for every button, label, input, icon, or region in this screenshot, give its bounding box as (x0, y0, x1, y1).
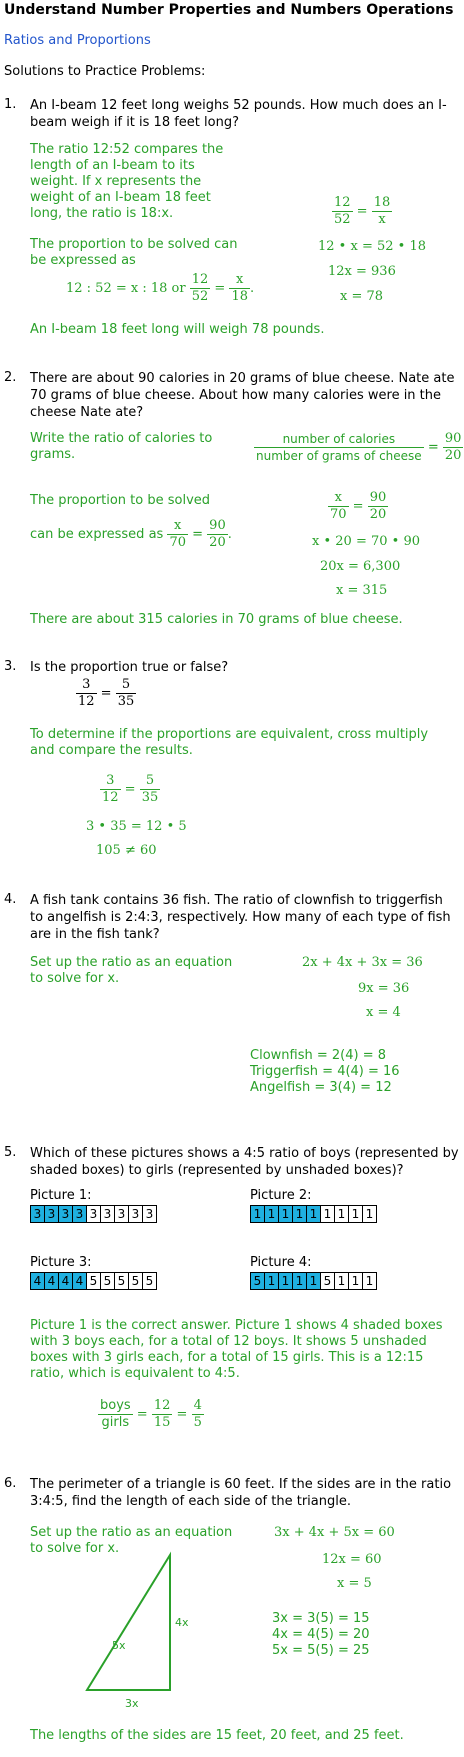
problem-3-proportion: $\frac{3}{12}$ = $\frac{5}{35}$ (78, 677, 135, 709)
problem-4-question: A fish tank contains 36 fish. The ratio of clownfish to triggerfish to angelfish is 2:4:3, respectively. How many of each type of fish are in the fish tank? (30, 893, 451, 942)
problem-5-number: 5. (4, 1145, 17, 1160)
fraction-3-12 (76, 677, 97, 710)
denominator: x (378, 212, 386, 227)
fraction-4-5 (192, 1398, 204, 1431)
denominator: 18 (231, 289, 248, 304)
unshaded-box: 3 (142, 1205, 157, 1223)
fraction-3-12 (100, 773, 121, 806)
problem-1-number: 1. (4, 97, 17, 112)
triangle-diagram (0, 1540, 240, 1720)
numerator: 18 (373, 195, 391, 210)
numerator: 3 (100, 773, 121, 790)
numerator: boys (100, 1398, 131, 1413)
problem-6-step-3: x = 5 (337, 1576, 372, 1591)
denominator: 70 (330, 507, 347, 522)
shaded-box: 1 (250, 1205, 265, 1223)
shaded-box: 1 (264, 1205, 279, 1223)
shaded-box: 3 (58, 1205, 73, 1223)
unshaded-box: 1 (348, 1272, 363, 1290)
problem-2-word-ratio: $\frac{\text{number of calories}}{\text{number of grams of cheese}}$ = $\frac{90}{20}$ (256, 431, 462, 463)
fraction-90-20 (207, 518, 228, 551)
problem-5-explanation: Picture 1 is the correct answer. Picture 1 shows 4 shaded boxes with 3 boys each, for a total of 12 boys. It shows 5 unshaded boxes with 3 girls each, for a total of 15 girls. This is a 12:15 ratio, which is equivalent to 4:5. (30, 1318, 443, 1381)
denominator: 15 (153, 1415, 171, 1430)
problem-6-question: The perimeter of a triangle is 60 feet. If the sides are in the ratio 3:4:5, find the length of each side of the triangle. (30, 1477, 452, 1509)
numerator: 4 (193, 1398, 202, 1413)
picture-1-boxes (31, 1205, 157, 1223)
problem-4-result-clownfish: Clownfish = 2(4) = 8 (250, 1048, 386, 1063)
problem-4-number: 4. (4, 892, 17, 907)
unshaded-box: 3 (86, 1205, 101, 1223)
colon-form: 12 : 52 = x : 18 or (66, 281, 186, 296)
unshaded-box: 3 (100, 1205, 115, 1223)
problem-2-step-1: x • 20 = 70 • 90 (312, 534, 420, 549)
numerator: 5 (140, 773, 161, 790)
denominator: 70 (169, 535, 186, 550)
fraction-boys-girls (98, 1398, 133, 1431)
shaded-box: 1 (278, 1272, 293, 1290)
problem-2-step-3: x = 315 (336, 583, 388, 598)
fraction-18-x (372, 195, 393, 228)
numerator: 12 (334, 195, 351, 210)
fraction-x-70 (328, 490, 349, 523)
problem-1-ratio-equation: $\frac{12}{52}$ = $\frac{18}{x}$ (334, 195, 391, 227)
word-fraction (254, 431, 424, 464)
problem-1-step-1: 12 • x = 52 • 18 (318, 239, 426, 254)
fraction-12-52 (190, 272, 211, 305)
unshaded-box: 3 (128, 1205, 143, 1223)
problem-6-step-2: 12x = 60 (322, 1552, 382, 1567)
numerator: number of calories (254, 431, 424, 448)
fraction-12-15 (152, 1398, 173, 1431)
problem-2-number: 2. (4, 370, 17, 385)
unshaded-box: 1 (362, 1272, 377, 1290)
denominator: 12 (102, 790, 119, 805)
denominator: 52 (334, 212, 351, 227)
picture-2-label: Picture 2: (250, 1188, 312, 1203)
unshaded-box: 5 (320, 1272, 335, 1290)
problem-5-ratio-equation: $\frac{\text{boys}}{\text{girls}}$ = $\frac{12}{15}$ = $\frac{4}{5}$ (100, 1398, 202, 1430)
unshaded-box: 5 (128, 1272, 143, 1290)
shaded-box: 4 (44, 1272, 59, 1290)
unshaded-box: 5 (114, 1272, 129, 1290)
problem-2-question: There are about 90 calories in 20 grams of blue cheese. Nate ate 70 grams of blue cheese. About how many calories were in the cheese Nate ate? (30, 371, 455, 420)
ratios-proportions-link[interactable]: Ratios and Proportions (4, 33, 151, 48)
numerator: 12 (191, 272, 209, 287)
fraction-5-35 (116, 677, 137, 710)
hypotenuse-label: 5x (112, 1639, 126, 1652)
problem-2-ratio-equation: $\frac{x}{70}$ = $\frac{90}{20}$ (330, 490, 387, 522)
problem-1-step-3: x = 78 (340, 289, 384, 304)
numerator: 90 (369, 490, 387, 505)
fraction-12-52 (332, 195, 353, 228)
problem-2-explanation: Write the ratio of calories to grams. (30, 431, 213, 462)
numerator: 90 (444, 431, 462, 446)
problem-4-step-3: x = 4 (366, 1005, 401, 1020)
problem-2-proportion-text-2: can be expressed as $\frac{x}{70}$ = $\frac{90}{20}$ . (30, 518, 232, 550)
problem-1-answer: An I-beam 18 feet long will weigh 78 pounds. (30, 322, 325, 337)
base-label: 3x (125, 1697, 139, 1710)
picture-1-label: Picture 1: (30, 1188, 92, 1203)
problem-6-result-1: 3x = 3(5) = 15 (272, 1611, 370, 1626)
problem-3-number: 3. (4, 659, 17, 674)
shaded-box: 1 (306, 1205, 321, 1223)
side-label: 4x (175, 1616, 189, 1629)
problem-3-step-2: 105 ≠ 60 (96, 843, 157, 858)
shaded-box: 4 (30, 1272, 45, 1290)
numerator: 5 (116, 677, 137, 694)
problem-4-step-1: 2x + 4x + 3x = 36 (302, 955, 423, 970)
unshaded-box: 1 (334, 1272, 349, 1290)
picture-4-boxes (251, 1272, 377, 1290)
fraction-x-70 (167, 518, 188, 551)
problem-1-proportion-text: The proportion to be solved can be expressed as (30, 237, 238, 268)
problem-1-step-2: 12x = 936 (328, 264, 396, 279)
unshaded-box: 5 (142, 1272, 157, 1290)
problem-2-step-2: 20x = 6,300 (320, 559, 401, 574)
problem-1-question: An I-beam 12 feet long weighs 52 pounds. How much does an I-beam weigh if it is 18 feet long? (30, 98, 447, 130)
shaded-box: 4 (58, 1272, 73, 1290)
problem-2-answer: There are about 315 calories in 70 grams of blue cheese. (30, 612, 403, 627)
numerator: 3 (76, 677, 97, 694)
numerator: x (167, 518, 188, 535)
shaded-box: 1 (306, 1272, 321, 1290)
problem-3-question: Is the proportion true or false? (30, 660, 229, 675)
unshaded-box: 1 (334, 1205, 349, 1223)
problem-6-result-2: 4x = 4(5) = 20 (272, 1627, 370, 1642)
picture-3-label: Picture 3: (30, 1255, 92, 1270)
problem-6-answer: The lengths of the sides are 15 feet, 20 feet, and 25 feet. (30, 1728, 404, 1743)
picture-3-boxes (31, 1272, 157, 1290)
problem-4-step-2: 9x = 36 (358, 981, 410, 996)
problem-1-proportion-expr: 12 : 52 = x : 18 or $\frac{12}{52}$ = $\frac{x}{18}$ . (66, 272, 255, 304)
fraction-x-18 (229, 272, 250, 305)
problem-4-explanation: Set up the ratio as an equation to solve for x. (30, 955, 233, 986)
problem-6-step-1: 3x + 4x + 5x = 60 (274, 1525, 395, 1540)
unshaded-box: 5 (100, 1272, 115, 1290)
unshaded-box: 5 (86, 1272, 101, 1290)
problem-4-result-angelfish: Angelfish = 3(4) = 12 (250, 1080, 392, 1095)
shaded-box: 1 (278, 1205, 293, 1223)
denominator: 52 (191, 289, 209, 304)
unshaded-box: 1 (320, 1205, 335, 1223)
fraction-90-20 (368, 490, 389, 523)
numerator: 90 (209, 518, 226, 533)
fraction-90-20 (443, 431, 464, 464)
shaded-box: 1 (264, 1272, 279, 1290)
denominator: 35 (117, 694, 135, 709)
page-title: Understand Number Properties and Numbers Operations (4, 2, 454, 18)
shaded-box: 5 (250, 1272, 265, 1290)
shaded-box: 1 (292, 1272, 307, 1290)
problem-3-proportion-green: $\frac{3}{12}$ = $\frac{5}{35}$ (102, 773, 159, 805)
fraction-5-35 (140, 773, 161, 806)
text: can be expressed as (30, 527, 164, 542)
triangle-shape (87, 1555, 170, 1690)
intro-text: Solutions to Practice Problems: (4, 64, 206, 79)
denominator: 20 (444, 448, 462, 463)
shaded-box: 4 (72, 1272, 87, 1290)
denominator: 5 (193, 1415, 202, 1430)
denominator: 20 (209, 535, 226, 550)
denominator: girls (101, 1415, 130, 1430)
denominator: 35 (141, 790, 159, 805)
problem-5-question: Which of these pictures shows a 4:5 ratio of boys (represented by shaded boxes) to girls (represented by unshaded boxes)? (30, 1146, 459, 1178)
picture-4-label: Picture 4: (250, 1255, 312, 1270)
problem-3-explanation: To determine if the proportions are equivalent, cross multiply and compare the results. (30, 727, 429, 758)
denominator: 20 (369, 507, 387, 522)
problem-6-explanation: Set up the ratio as an equation to solve for x. (30, 1525, 233, 1556)
shaded-box: 3 (72, 1205, 87, 1223)
problem-4-result-triggerfish: Triggerfish = 4(4) = 16 (250, 1064, 400, 1079)
problem-2-proportion-text-1: The proportion to be solved (30, 493, 211, 508)
numerator: x (328, 490, 349, 507)
numerator: 12 (153, 1398, 171, 1413)
problem-3-step-1: 3 • 35 = 12 • 5 (86, 819, 187, 834)
shaded-box: 3 (30, 1205, 45, 1223)
unshaded-box: 3 (114, 1205, 129, 1223)
denominator: 12 (78, 694, 95, 709)
unshaded-box: 1 (362, 1205, 377, 1223)
picture-2-boxes (251, 1205, 377, 1223)
unshaded-box: 1 (348, 1205, 363, 1223)
shaded-box: 1 (292, 1205, 307, 1223)
numerator: x (229, 272, 250, 289)
denominator: number of grams of cheese (256, 449, 422, 463)
problem-6-number: 6. (4, 1476, 17, 1491)
problem-1-explanation: The ratio 12:52 compares the length of an I-beam to its weight. If x represents the weight of an I-beam 18 feet long, the ratio is 18:x. (30, 142, 224, 221)
shaded-box: 3 (44, 1205, 59, 1223)
problem-6-result-3: 5x = 5(5) = 25 (272, 1643, 370, 1658)
